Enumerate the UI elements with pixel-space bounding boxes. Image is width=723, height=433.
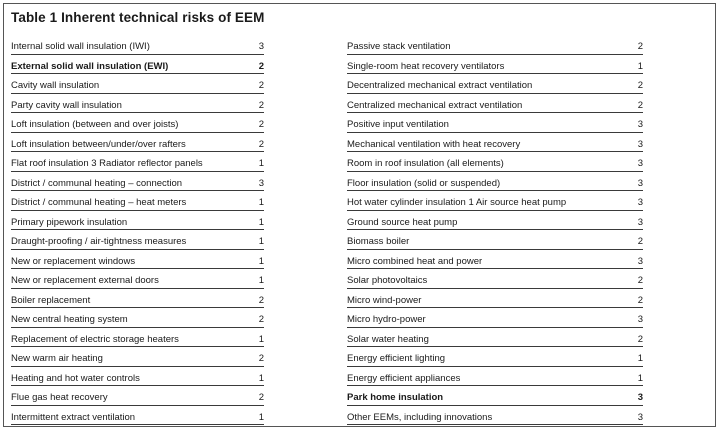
table-row <box>347 74 643 94</box>
right-measure-label: Positive input ventilation <box>347 119 449 130</box>
left-measure-label: Party cavity wall insulation <box>11 99 122 111</box>
table-row <box>347 113 643 133</box>
right-measure-label: Micro hydro-power <box>347 314 426 325</box>
table-row <box>347 328 643 348</box>
right-measure-label: Decentralized mechanical extract ventilation <box>347 80 533 91</box>
right-risk-score: 3 <box>637 392 643 403</box>
table-row <box>11 211 264 231</box>
table-row <box>11 386 264 406</box>
table-row <box>11 113 264 133</box>
right-column <box>347 35 643 425</box>
right-risk-score: 2 <box>637 294 643 306</box>
table-row <box>347 152 643 172</box>
right-risk-score: 3 <box>637 411 643 423</box>
left-measure-label: Boiler replacement <box>11 294 91 306</box>
left-risk-score: 3 <box>258 177 264 189</box>
table-row <box>347 94 643 114</box>
table-row <box>11 289 264 309</box>
right-risk-score: 2 <box>637 80 643 91</box>
table-row <box>347 269 643 289</box>
right-risk-score: 3 <box>637 314 643 325</box>
table-row <box>347 35 643 55</box>
right-measure-label: Floor insulation (solid or suspended) <box>347 177 501 189</box>
table-row <box>347 133 643 153</box>
right-risk-score: 2 <box>637 41 643 52</box>
right-measure-label: Micro combined heat and power <box>347 255 483 267</box>
table-row <box>11 308 264 328</box>
table-row <box>11 347 264 367</box>
table-row <box>347 308 643 328</box>
table-row <box>347 55 643 75</box>
table-row <box>11 269 264 289</box>
right-measure-label: Hot water cylinder insulation 1 Air source heat pump <box>347 197 567 208</box>
table-row <box>347 211 643 231</box>
left-measure-label: Internal solid wall insulation (IWI) <box>11 41 150 52</box>
left-measure-label: New central heating system <box>11 314 128 325</box>
right-measure-label: Solar water heating <box>347 333 429 345</box>
right-risk-score: 3 <box>637 255 643 267</box>
table-row <box>11 230 264 250</box>
right-risk-score: 3 <box>637 197 643 208</box>
left-risk-score: 1 <box>258 372 264 384</box>
left-risk-score: 1 <box>258 216 264 228</box>
left-measure-label: Primary pipework insulation <box>11 216 128 228</box>
table-row <box>347 347 643 367</box>
left-risk-score: 1 <box>258 411 264 423</box>
table-row <box>11 406 264 426</box>
left-risk-score: 1 <box>258 255 264 267</box>
right-measure-label: Room in roof insulation (all elements) <box>347 158 504 169</box>
table-row <box>11 133 264 153</box>
left-measure-label: District / communal heating – heat meters <box>11 197 187 208</box>
table-row <box>11 172 264 192</box>
left-measure-label: Draught-proofing / air-tightness measures <box>11 236 187 247</box>
left-measure-label: Heating and hot water controls <box>11 372 140 384</box>
left-risk-score: 1 <box>258 158 264 169</box>
right-risk-score: 1 <box>637 353 643 364</box>
left-risk-score: 2 <box>258 119 264 130</box>
table-row <box>11 152 264 172</box>
right-risk-score: 2 <box>637 333 643 345</box>
right-risk-score: 3 <box>637 158 643 169</box>
table-row <box>347 250 643 270</box>
right-risk-score: 3 <box>637 138 643 150</box>
table-row <box>11 367 264 387</box>
right-measure-label: Single-room heat recovery ventilators <box>347 60 505 72</box>
table-row <box>11 94 264 114</box>
left-measure-label: Cavity wall insulation <box>11 80 100 91</box>
right-measure-label: Micro wind-power <box>347 294 422 306</box>
table-row <box>11 35 264 55</box>
table-row <box>347 367 643 387</box>
right-risk-score: 2 <box>637 236 643 247</box>
left-measure-label: New or replacement windows <box>11 255 136 267</box>
left-risk-score: 2 <box>258 138 264 150</box>
right-measure-label: Biomass boiler <box>347 236 410 247</box>
left-risk-score: 1 <box>258 275 264 286</box>
right-measure-label: Ground source heat pump <box>347 216 458 228</box>
table-row <box>347 406 643 426</box>
left-risk-score: 1 <box>258 333 264 345</box>
right-measure-label: Centralized mechanical extract ventilation <box>347 99 523 111</box>
table-row <box>11 328 264 348</box>
right-measure-label: Passive stack ventilation <box>347 41 451 52</box>
left-risk-score: 3 <box>258 41 264 52</box>
left-measure-label: District / communal heating – connection <box>11 177 183 189</box>
right-measure-label: Energy efficient appliances <box>347 372 461 384</box>
right-risk-score: 2 <box>637 99 643 111</box>
right-risk-score: 1 <box>637 372 643 384</box>
right-measure-label: Other EEMs, including innovations <box>347 411 493 423</box>
right-measure-label: Energy efficient lighting <box>347 353 446 364</box>
left-risk-score: 2 <box>258 60 264 72</box>
left-column <box>11 35 264 425</box>
left-measure-label: Replacement of electric storage heaters <box>11 333 179 345</box>
left-measure-label: External solid wall insulation (EWI) <box>11 60 169 72</box>
right-measure-label: Park home insulation <box>347 392 444 403</box>
left-risk-score: 2 <box>258 353 264 364</box>
right-measure-label: Mechanical ventilation with heat recovery <box>347 138 521 150</box>
left-measure-label: Flue gas heat recovery <box>11 392 108 403</box>
table-row <box>11 191 264 211</box>
table-row <box>11 74 264 94</box>
table-row <box>11 55 264 75</box>
right-risk-score: 1 <box>637 60 643 72</box>
left-risk-score: 2 <box>258 99 264 111</box>
left-measure-label: New or replacement external doors <box>11 275 159 286</box>
left-risk-score: 2 <box>258 294 264 306</box>
right-risk-score: 3 <box>637 216 643 228</box>
table-row <box>347 289 643 309</box>
table-row <box>347 230 643 250</box>
right-risk-score: 2 <box>637 275 643 286</box>
right-measure-label: Solar photovoltaics <box>347 275 428 286</box>
right-risk-score: 3 <box>637 177 643 189</box>
left-risk-score: 1 <box>258 197 264 208</box>
table-row <box>347 172 643 192</box>
table-row <box>347 191 643 211</box>
left-risk-score: 2 <box>258 392 264 403</box>
left-measure-label: New warm air heating <box>11 353 103 364</box>
table-row <box>347 386 643 406</box>
left-risk-score: 2 <box>258 314 264 325</box>
left-risk-score: 1 <box>258 236 264 247</box>
table-row <box>11 250 264 270</box>
table-title: Table 1 Inherent technical risks of EEM <box>11 10 265 25</box>
table-frame <box>3 3 716 427</box>
right-risk-score: 3 <box>637 119 643 130</box>
left-risk-score: 2 <box>258 80 264 91</box>
left-measure-label: Loft insulation between/under/over rafters <box>11 138 186 150</box>
left-measure-label: Flat roof insulation 3 Radiator reflector panels <box>11 158 203 169</box>
left-measure-label: Loft insulation (between and over joists) <box>11 119 179 130</box>
left-measure-label: Intermittent extract ventilation <box>11 411 136 423</box>
